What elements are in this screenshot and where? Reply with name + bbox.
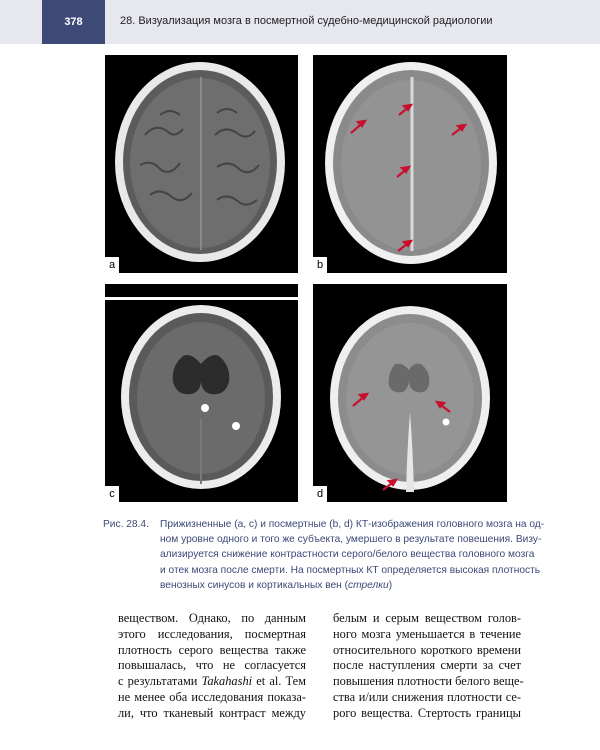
text-fragment: et al. Тем — [252, 674, 306, 689]
ct-image-a — [105, 55, 298, 273]
ct-scan-graphic — [313, 284, 507, 502]
body-text-left-column — [118, 611, 306, 722]
ct-image-c — [105, 284, 298, 502]
ct-scan-graphic — [105, 55, 298, 273]
caption-line: Прижизненные (a, c) и посмертные (b, d) КТ-изображения головного мозга на од- — [160, 519, 545, 530]
ct-scan-graphic — [313, 55, 507, 273]
panel-label: d — [313, 486, 327, 502]
caption-line: ном уровне одного и того же субъекта, умершего в результате повешения. Визу- — [160, 534, 542, 546]
text-fragment: с результатами — [118, 674, 202, 689]
panel-label: b — [313, 257, 327, 273]
caption-line: венозных синусов и кортикальных вен ( — [160, 579, 349, 591]
ct-image-d — [313, 284, 507, 502]
caption-emphasis: стрелки — [348, 579, 389, 591]
caption-tail: ) — [388, 579, 393, 591]
text-line: после наступления смерти за счет — [333, 658, 521, 673]
caption-line: ализируется снижение контрастности серого/белого вещества головного мозга — [160, 549, 535, 561]
text-line: повышения плотности белого веще- — [333, 674, 524, 689]
text-line: этого исследования, посмертная — [118, 626, 306, 641]
page-number: 378 — [42, 0, 105, 44]
caption-line: и отек мозга после смерти. На посмертных КТ определяется высокая плотность — [160, 564, 541, 576]
body-text-right-column — [333, 611, 524, 722]
figure-number: Рис. 28.4. — [103, 519, 149, 530]
ct-scan-graphic — [105, 284, 298, 502]
author-name: Takahashi — [201, 674, 253, 689]
text-line: плотность серого вещества также — [118, 642, 306, 657]
text-line: ли, что тканевый контраст между — [118, 705, 306, 720]
text-line: рого вещества. Стертость границы — [333, 705, 521, 720]
text-line: ного мозга уменьшается в течение — [333, 626, 521, 641]
running-head-title: 28. Визуализация мозга в посмертной судебно-медицинской радиологии — [120, 15, 493, 27]
panel-label: c — [105, 486, 119, 502]
text-line: относительного короткого времени — [333, 642, 521, 657]
text-line: белым и серым веществом голов- — [333, 611, 521, 625]
figure-caption — [103, 517, 551, 593]
text-line: повышалась, что не согласуется — [118, 658, 306, 673]
text-line: веществом. Однако, по данным — [118, 611, 306, 625]
ct-image-b — [313, 55, 507, 273]
text-line: ства и/или снижения плотности се- — [333, 689, 521, 704]
panel-label: a — [105, 257, 119, 273]
text-line: не менее оба исследования показа- — [118, 689, 306, 704]
text-line — [118, 674, 306, 690]
